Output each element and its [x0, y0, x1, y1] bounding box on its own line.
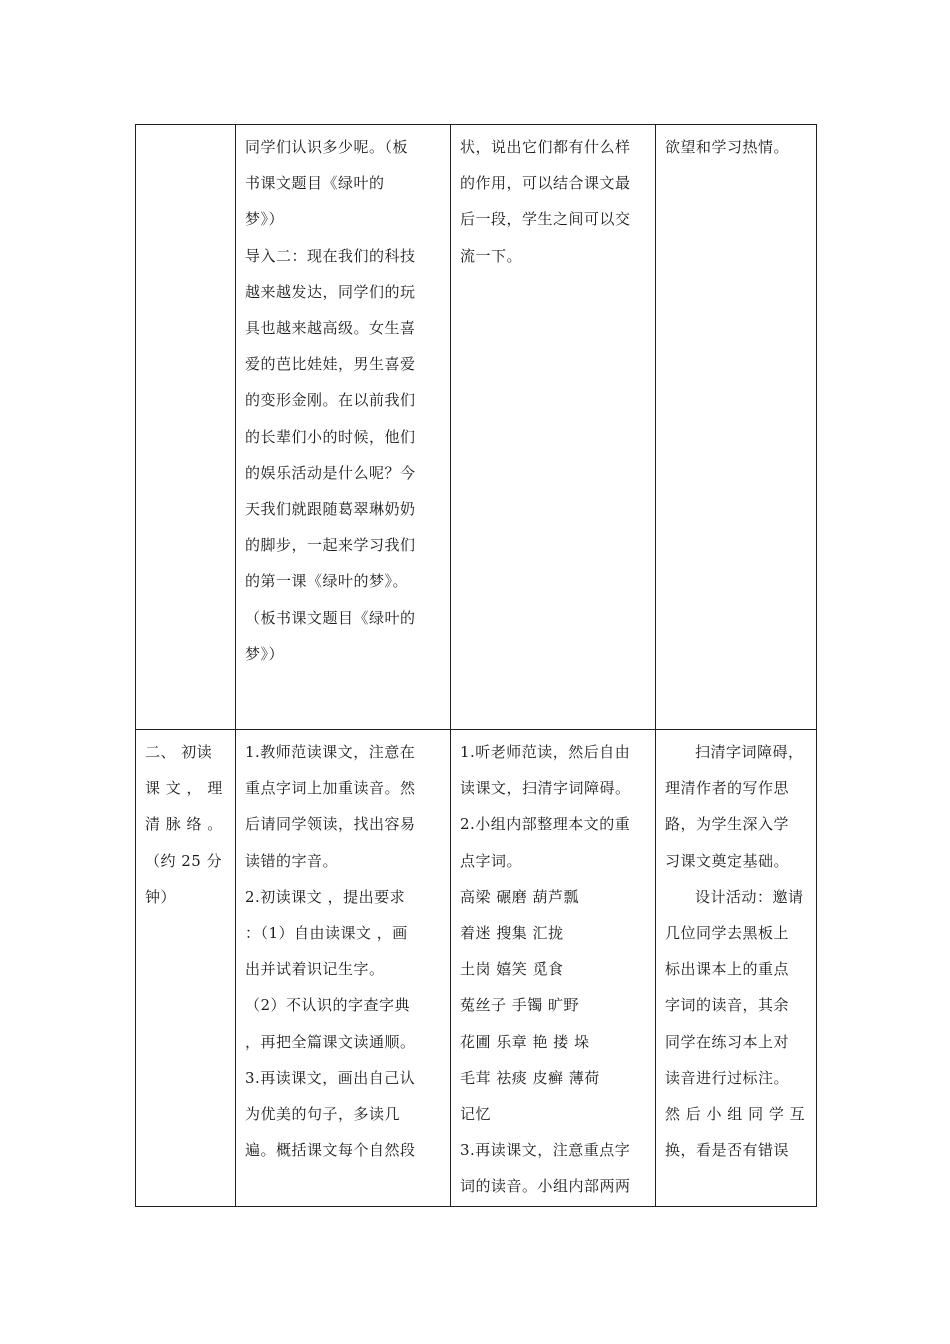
student-activity-cell [451, 730, 656, 1207]
word-line: 花圃 乐章 艳 搂 垛 [460, 1032, 590, 1051]
text-line: 3.再读课文，注意重点字 [460, 1141, 631, 1160]
teacher-activity-cell [236, 730, 451, 1207]
text-line: 状，说出它们都有什么样 [460, 138, 631, 156]
text-line: 的作用，可以结合课文最 [460, 174, 631, 193]
text-line: 标出课本上的重点 [665, 960, 790, 979]
text-line: 梦》） [245, 210, 285, 229]
text-line: 流一下。 [460, 246, 523, 265]
text-line: 爱的芭比娃娃，男生喜爱 [245, 355, 416, 374]
text-line: （约 25 分 [145, 851, 223, 870]
text-line: 二、 初读 [145, 743, 213, 761]
text-line: 课 文 ， 理 [145, 779, 223, 798]
text-line: 遍。概括课文每个自然段 [245, 1141, 416, 1160]
text-line: 为优美的句子，多读几 [245, 1105, 401, 1124]
text-line: （2）不认识的字查字典 [245, 996, 411, 1015]
word-line: 高梁 碾磨 葫芦瓢 [460, 887, 580, 906]
text-line: 词的读音。小组内部两两 [460, 1177, 631, 1196]
student-activity-cell [451, 125, 656, 730]
text-line: 具也越来越高级。女生喜 [245, 319, 416, 338]
text-line: 换，看是否有错误 [665, 1141, 790, 1160]
text-line: 读错的字音。 [245, 851, 339, 870]
text-line: 的第一课《绿叶的梦》。 [245, 572, 409, 591]
word-line: 记忆 [460, 1105, 492, 1124]
word-line: 土岗 嬉笑 觅食 [460, 960, 564, 979]
text-line: 越来越发达，同学们的玩 [245, 282, 416, 301]
stage-cell [136, 730, 236, 1207]
text-line: 1.教师范读课文，注意在 [245, 743, 416, 761]
text-line: 天我们就跟随葛翠琳奶奶 [245, 500, 416, 519]
text-line: 几位同学去黑板上 [665, 924, 790, 943]
text-line: 扫清字词障碍， [695, 743, 804, 761]
text-line: 的脚步，一起来学习我们 [245, 536, 416, 555]
text-line: 梦》） [245, 644, 285, 663]
table-row [136, 125, 817, 730]
text-line: 习课文奠定基础。 [665, 851, 790, 870]
text-line: 欲望和学习热情。 [665, 138, 790, 156]
text-line: 理清作者的写作思 [665, 779, 790, 798]
text-line: 2.初读课文 ，提出要求 [245, 887, 406, 906]
stage-cell [136, 125, 236, 730]
text-line: ，再把全篇课文读通顺。 [245, 1032, 416, 1051]
text-line: 书课文题目《绿叶的 [245, 174, 385, 193]
text-line: 设计活动：邀请 [695, 887, 804, 906]
text-line: 同学们认识多少呢。（板 [245, 138, 409, 156]
text-line: 钟） [145, 887, 177, 906]
word-line: 着迷 搜集 汇拢 [460, 924, 564, 943]
text-line: 2.小组内部整理本文的重 [460, 815, 631, 834]
text-line: 同学在练习本上对 [665, 1032, 790, 1051]
word-line: 菟丝子 手镯 旷野 [460, 996, 580, 1015]
text-line: 然 后 小 组 同 学 互 [665, 1105, 806, 1124]
text-line: 导入二：现在我们的科技 [245, 246, 416, 265]
text-line: ：（1）自由读课文 ，画 [245, 924, 408, 943]
text-line: 的变形金刚。在以前我们 [245, 391, 416, 410]
text-line: 出并试着识记生字。 [245, 960, 385, 979]
text-line: 3.再读课文，画出自己认 [245, 1068, 416, 1087]
text-line: 读课文，扫清字词障碍。 [460, 779, 631, 798]
text-line: （板书课文题目《绿叶的 [245, 608, 416, 627]
text-line: 清 脉 络 。 [145, 815, 223, 834]
word-line: 毛茸 祛痰 皮癣 薄荷 [460, 1068, 600, 1087]
text-line: 的娱乐活动是什么呢？今 [245, 463, 416, 482]
text-line: 读音进行过标注。 [665, 1068, 790, 1087]
design-purpose-cell [656, 730, 817, 1207]
text-line: 的长辈们小的时候，他们 [245, 427, 416, 446]
text-line: 点字词。 [460, 851, 523, 870]
text-line: 字词的读音，其余 [665, 996, 790, 1015]
text-line: 1.听老师范读，然后自由 [460, 743, 631, 761]
text-line: 路，为学生深入学 [665, 815, 790, 834]
table-row [136, 730, 817, 1207]
text-line: 后请同学领读，找出容易 [245, 815, 416, 834]
design-purpose-cell [656, 125, 817, 730]
teacher-activity-cell [236, 125, 451, 730]
lesson-plan-table [135, 124, 817, 1207]
text-line: 重点字词上加重读音。然 [245, 779, 416, 798]
text-line: 后一段，学生之间可以交 [460, 210, 631, 229]
